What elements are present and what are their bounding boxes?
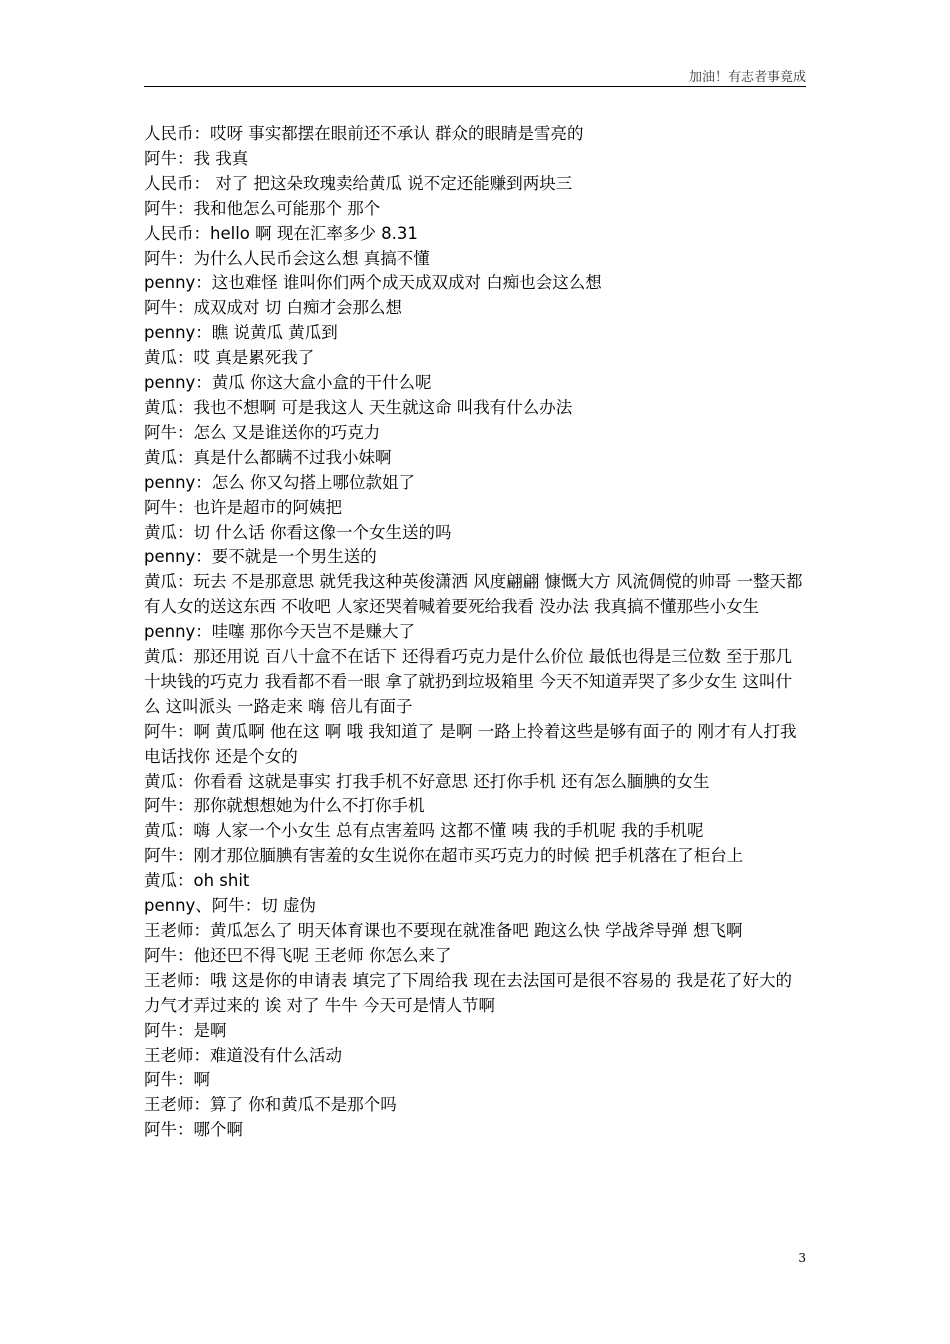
dialogue-line: penny：黄瓜 你这大盒小盒的干什么呢 [144, 373, 432, 393]
dialogue-line: 阿牛：啊 黄瓜啊 他在这 啊 哦 我知道了 是啊 一路上拎着这些是够有面子的 刚才有人打我电话找你 还是个女的 [144, 721, 797, 766]
dialogue-line: 黄瓜：那还用说 百八十盒不在话下 还得看巧克力是什么价位 最低也得是三位数 至于那几十块钱的巧克力 我看都不看一眼 拿了就扔到垃圾箱里 今天不知道弄哭了多少女生 这叫什么 这叫派头 一路走来 嗨 倍儿有面子 [144, 647, 792, 716]
dialogue-line: 黄瓜：哎 真是累死我了 [144, 348, 315, 368]
dialogue-line: 人民币： 对了 把这朵玫瑰卖给黄瓜 说不定还能赚到两块三 [144, 173, 573, 193]
document-body [144, 122, 808, 1143]
dialogue-line: penny、阿牛：切 虚伪 [144, 896, 317, 916]
dialogue-line: 黄瓜：嗨 人家一个小女生 总有点害羞吗 这都不懂 咦 我的手机呢 我的手机呢 [144, 821, 704, 841]
dialogue-line: 阿牛：也许是超市的阿姨把 [144, 497, 342, 517]
dialogue-line: penny：这也难怪 谁叫你们两个成天成双成对 白痴也会这么想 [144, 273, 602, 293]
dialogue-line: 王老师：哦 这是你的申请表 填完了下周给我 现在去法国可是很不容易的 我是花了好大的力气才弄过来的 诶 对了 牛牛 今天可是情人节啊 [144, 970, 792, 1015]
header-title: 加油！有志者事竟成 [688, 70, 806, 85]
dialogue-line: 王老师：难道没有什么活动 [144, 1045, 342, 1065]
dialogue-line: 阿牛：他还巴不得飞呢 王老师 你怎么来了 [144, 945, 452, 965]
dialogue-line: 黄瓜：玩去 不是那意思 就凭我这种英俊潇洒 风度翩翩 慷慨大方 风流倜傥的帅哥 一整天都有人女的送这东西 不收吧 人家还哭着喊着要死给我看 没办法 我真搞不懂那些小女生 [144, 572, 803, 617]
dialogue-line: 人民币：哎呀 事实都摆在眼前还不承认 群众的眼睛是雪亮的 [144, 124, 584, 143]
dialogue-line: penny：瞧 说黄瓜 黄瓜到 [144, 323, 338, 343]
dialogue-line: penny：要不就是一个男生送的 [144, 547, 377, 567]
dialogue-line: 黄瓜：你看看 这就是事实 打我手机不好意思 还打你手机 还有怎么腼腆的女生 [144, 771, 710, 791]
dialogue-line: penny：怎么 你又勾搭上哪位款姐了 [144, 472, 416, 492]
dialogue-line: 黄瓜：我也不想啊 可是我这人 天生就这命 叫我有什么办法 [144, 397, 573, 417]
page-number: 3 [798, 1251, 806, 1265]
dialogue-line: 阿牛：怎么 又是谁送你的巧克力 [144, 422, 381, 442]
dialogue-line: 黄瓜：oh shit [144, 871, 250, 891]
dialogue-line: 阿牛：刚才那位腼腆有害羞的女生说你在超市买巧克力的时候 把手机落在了柜台上 [144, 846, 744, 866]
dialogue-line: 阿牛：成双成对 切 白痴才会那么想 [144, 298, 402, 318]
dialogue-line: 阿牛：那你就想想她为什么不打你手机 [144, 796, 425, 816]
page-header [144, 64, 806, 87]
dialogue-line: 王老师：黄瓜怎么了 明天体育课也不要现在就准备吧 跑这么快 学战斧导弹 想飞啊 [144, 921, 743, 940]
dialogue-line: 黄瓜：真是什么都瞒不过我小妹啊 [144, 447, 392, 467]
dialogue-line: 阿牛：啊 [144, 1070, 210, 1090]
dialogue-line: 阿牛：我和他怎么可能那个 那个 [144, 198, 381, 218]
dialogue-line: 人民币：hello 啊 现在汇率多少 8.31 [144, 223, 418, 243]
dialogue-line: penny：哇噻 那你今天岂不是赚大了 [144, 622, 416, 642]
dialogue-line: 阿牛：我 我真 [144, 148, 249, 168]
dialogue-line: 王老师：算了 你和黄瓜不是那个吗 [144, 1095, 397, 1115]
dialogue-line: 黄瓜：切 什么话 你看这像一个女生送的吗 [144, 522, 452, 542]
dialogue-line: 阿牛：是啊 [144, 1020, 227, 1040]
dialogue-line: 阿牛：哪个啊 [144, 1120, 243, 1140]
dialogue-line: 阿牛：为什么人民币会这么想 真搞不懂 [144, 248, 430, 268]
